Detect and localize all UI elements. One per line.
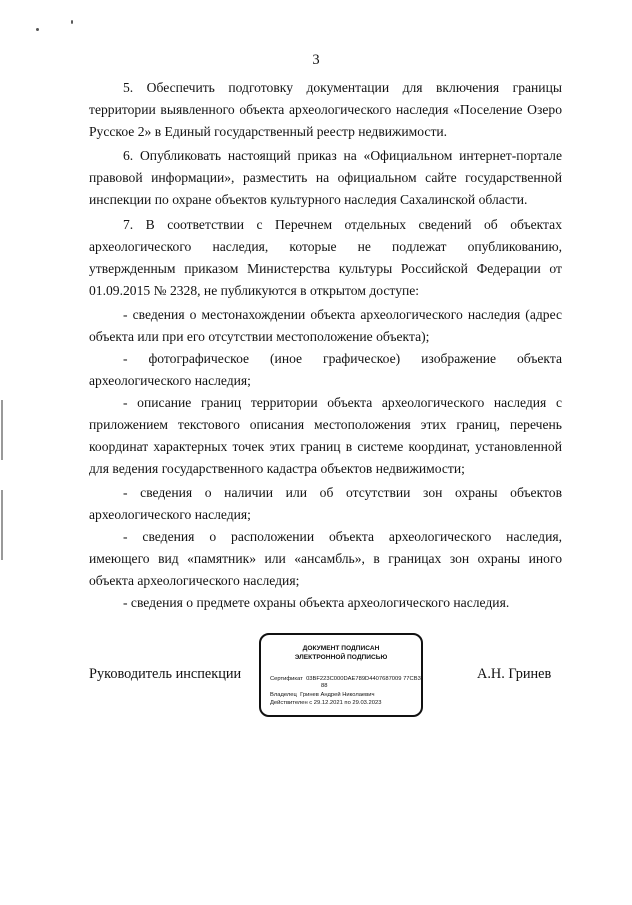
bullet-placement bbox=[89, 526, 562, 592]
certificate-value-continued: 88 bbox=[321, 683, 328, 689]
paragraph-line: имеющего вид «памятник» или «ансамбль», в границах зон охраны иного bbox=[89, 551, 562, 566]
bullet-photo bbox=[89, 348, 562, 392]
paragraph-line: - сведения о местонахождении объекта археологического наследия (адрес bbox=[123, 307, 562, 322]
paragraph-line bbox=[89, 121, 562, 143]
paragraph-line: - фотографическое (иное графическое) изображение объекта bbox=[123, 351, 562, 366]
paragraph-line: инспекции по охране объектов культурного наследия Сахалинской области. bbox=[89, 192, 528, 207]
paragraph-line: археологического наследия; bbox=[89, 373, 251, 388]
bullet-location bbox=[89, 304, 562, 348]
page-number: 3 bbox=[312, 52, 320, 68]
paragraph-line: археологического наследия; bbox=[89, 507, 251, 522]
scan-edge-mark bbox=[1, 490, 3, 560]
bullet-boundaries bbox=[89, 392, 562, 480]
certificate-label: Сертификат bbox=[270, 676, 303, 682]
electronic-signature-stamp bbox=[259, 633, 423, 717]
paragraph-line: 5. Обеспечить подготовку документации для включения границы bbox=[123, 80, 562, 95]
signatory-position: Руководитель инспекции bbox=[89, 666, 242, 682]
signatory-name: А.Н. Гринев bbox=[477, 666, 552, 682]
paragraph-line: приложением текстового описания местоположения этих границ, перечень bbox=[89, 417, 562, 432]
paragraph-line: объекта или при его отсутствии местоположение объекта); bbox=[89, 329, 430, 344]
site-name: «Поселение Озеро bbox=[453, 102, 562, 117]
bullet-protection-zones bbox=[89, 482, 562, 526]
paragraph-line: 01.09.2015 № 2328, не публикуются в открытом доступе: bbox=[89, 283, 420, 298]
paragraph-text: территории выявленного объекта археологического наследия bbox=[89, 102, 454, 117]
paragraph-line: - сведения о предмете охраны объекта археологического наследия. bbox=[123, 595, 510, 610]
stamp-certificate bbox=[270, 676, 421, 683]
paragraph-line: 6. Опубликовать настоящий приказ на «Официальном интернет-портале bbox=[123, 148, 562, 163]
paragraph-line: - сведения о наличии или об отсутствии зон охраны объектов bbox=[123, 485, 562, 500]
site-name: Русское 2» bbox=[89, 124, 152, 139]
paragraph-6 bbox=[89, 145, 562, 211]
scan-speck bbox=[71, 20, 73, 24]
paragraph-text: в Единый государственный реестр недвижимости. bbox=[151, 124, 448, 139]
certificate-value: 03BF223C000DAE789D4407687009 77CB3 bbox=[306, 676, 421, 682]
paragraph-line: - описание границ территории объекта археологического наследия с bbox=[123, 395, 562, 410]
paragraph-line: объекта археологического наследия; bbox=[89, 573, 300, 588]
paragraph-line bbox=[89, 99, 562, 121]
stamp-title: ДОКУМЕНТ ПОДПИСАН bbox=[302, 645, 380, 652]
paragraph-line: археологического наследия, которые не подлежат опубликованию, bbox=[89, 239, 562, 254]
paragraph-line: правовой информации», разместить на официальном сайте государственной bbox=[89, 170, 562, 185]
stamp-subtitle: ЭЛЕКТРОННОЙ ПОДПИСЬЮ bbox=[294, 654, 388, 661]
paragraph-5 bbox=[89, 77, 562, 143]
paragraph-line: координат характерных точек этих границ в системе координат, установленной bbox=[89, 439, 562, 454]
bullet-subject bbox=[89, 592, 562, 614]
scan-speck bbox=[36, 28, 39, 31]
paragraph-line: для ведения государственного кадастра объектов недвижимости; bbox=[89, 461, 465, 476]
paragraph-line: утвержденным приказом Министерства культуры Российской Федерации от bbox=[89, 261, 562, 276]
owner-value: Гринев Андрей Николаевич bbox=[300, 692, 375, 698]
scan-edge-mark bbox=[1, 400, 3, 460]
stamp-validity: Действителен с 29.12.2021 по 29.03.2023 bbox=[270, 700, 382, 706]
paragraph-7 bbox=[89, 214, 562, 302]
paragraph-line: 7. В соответствии с Перечнем отдельных сведений об объектах bbox=[123, 217, 562, 232]
owner-label: Владелец bbox=[270, 692, 297, 698]
paragraph-line: - сведения о расположении объекта археологического наследия, bbox=[123, 529, 562, 544]
stamp-owner bbox=[270, 692, 375, 699]
